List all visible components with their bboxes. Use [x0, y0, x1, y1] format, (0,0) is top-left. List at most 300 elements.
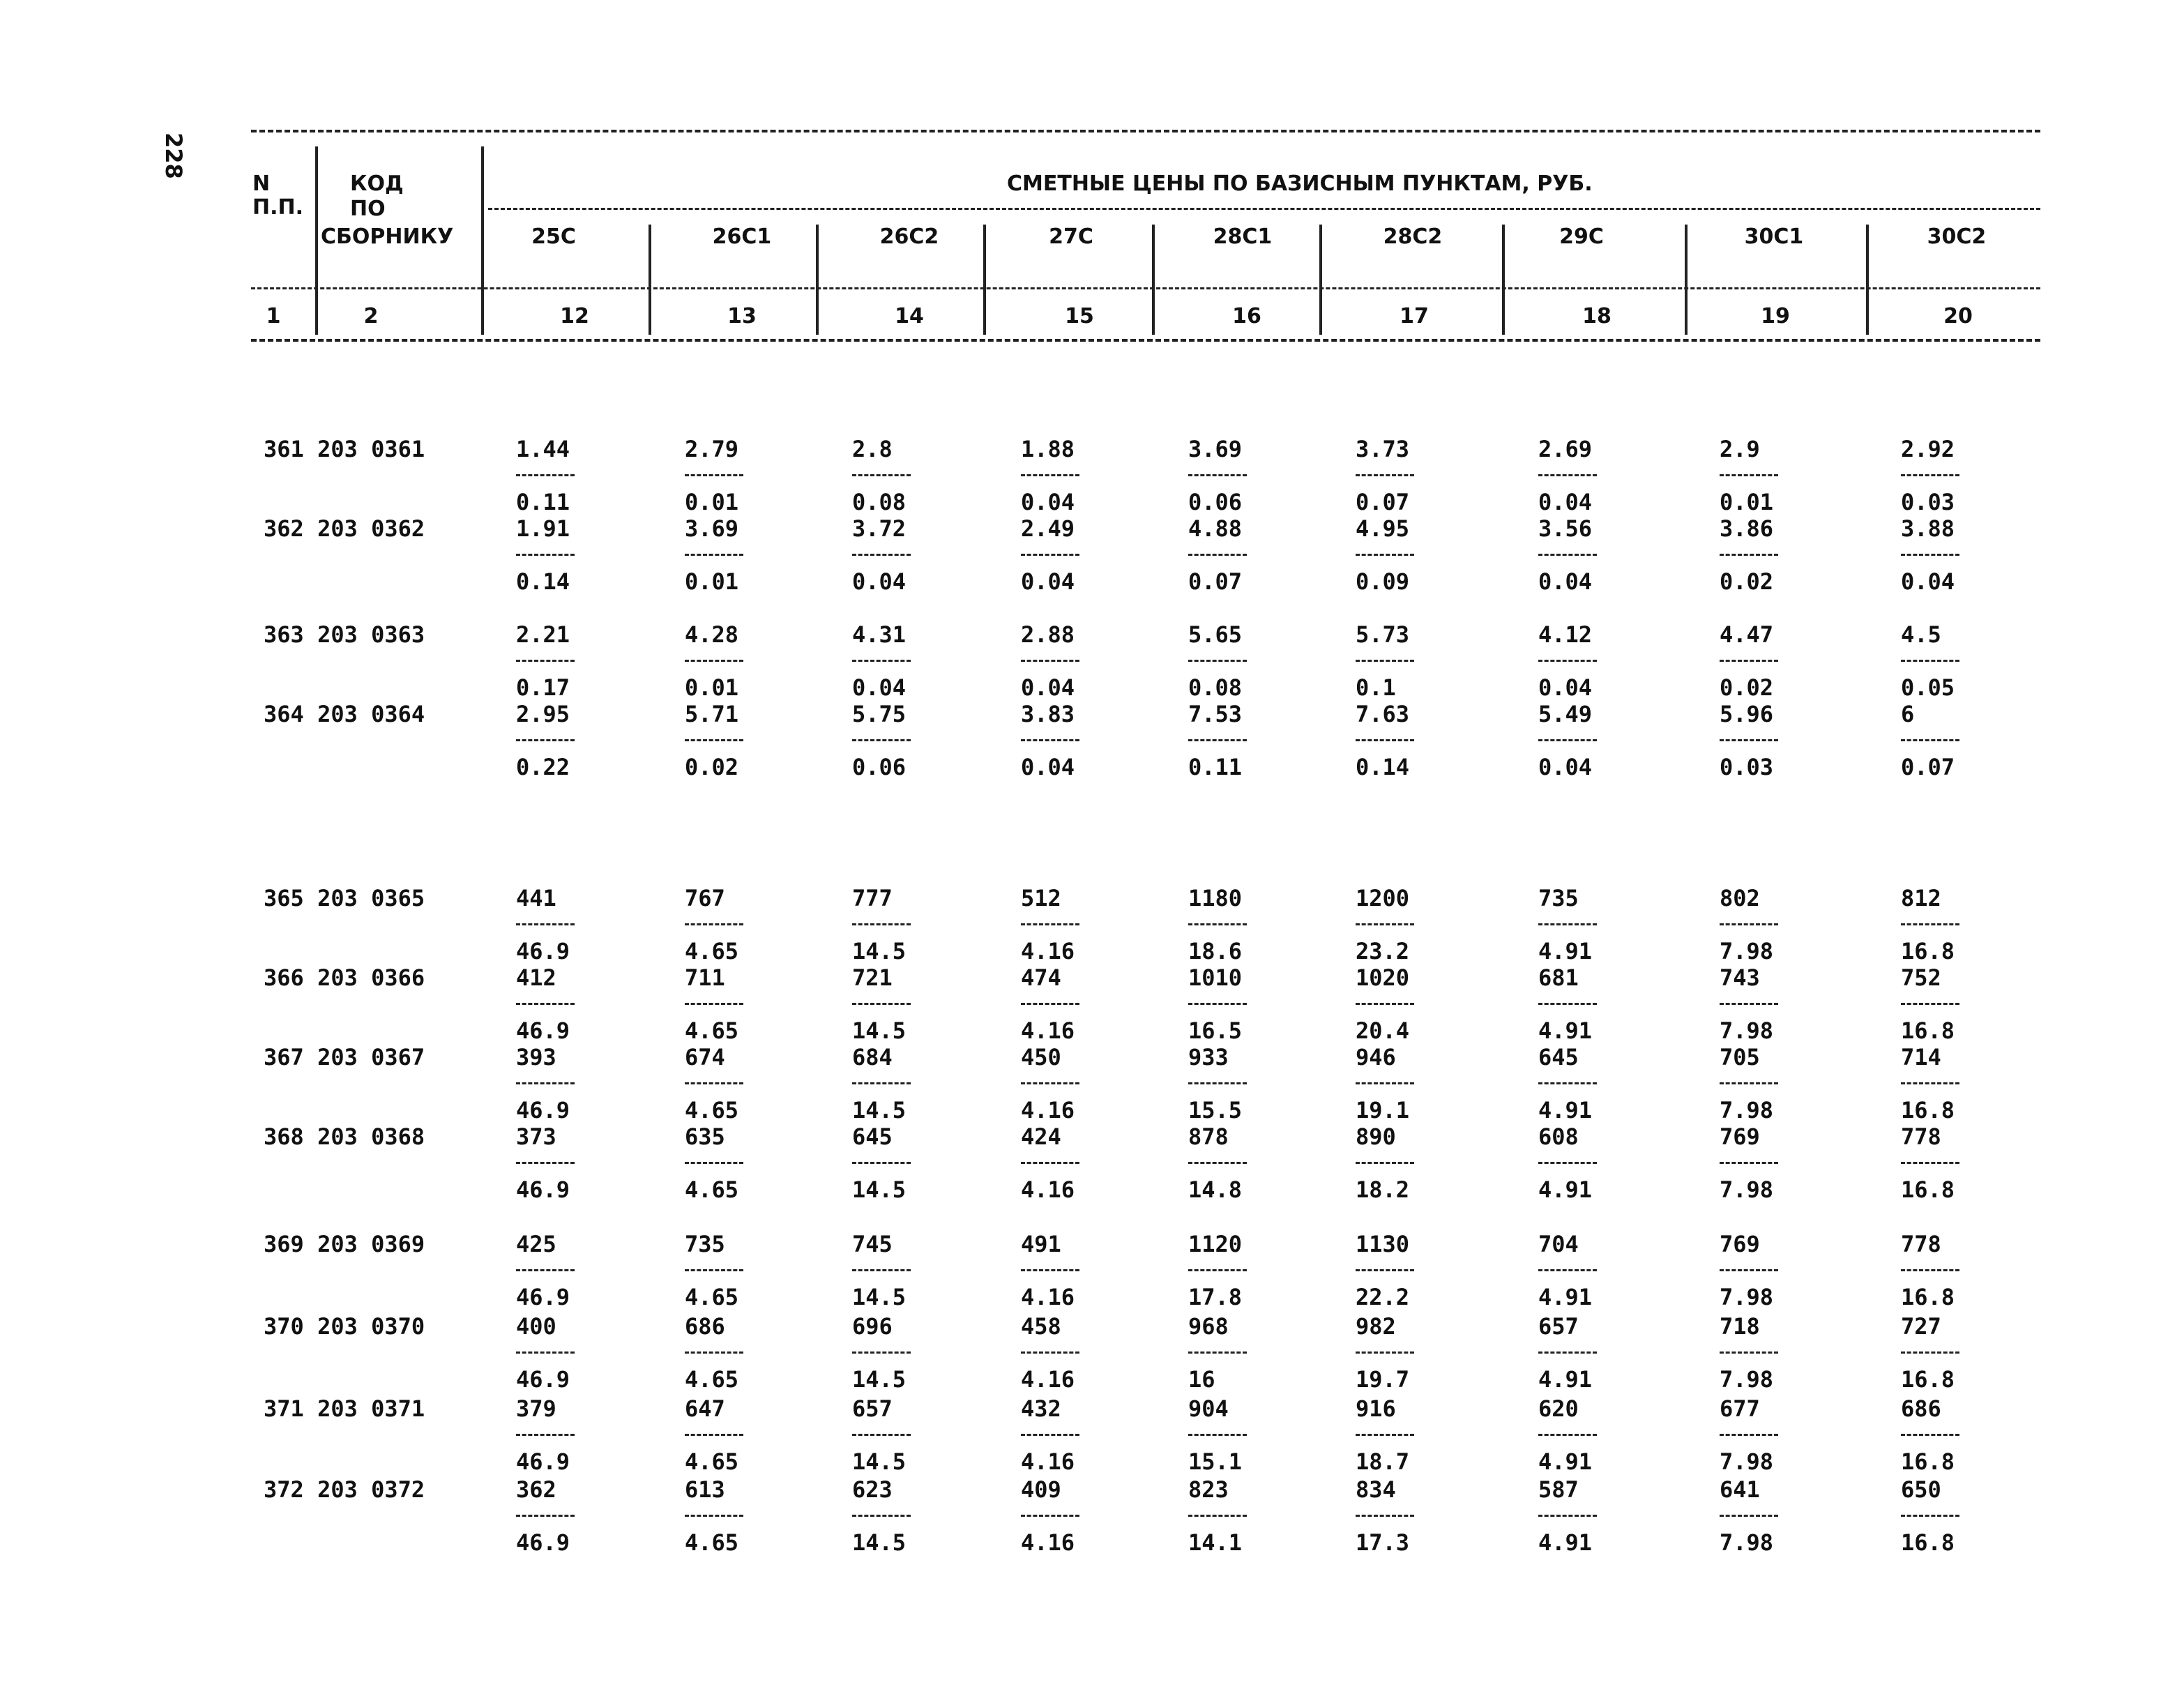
transport-value: 4.65: [685, 1529, 739, 1556]
price-value: 684: [852, 1044, 893, 1070]
price-value: 424: [1021, 1123, 1061, 1150]
fraction-line: [1188, 1352, 1247, 1354]
price-value: 613: [685, 1476, 725, 1503]
fraction-line: [1720, 739, 1778, 741]
transport-value: 46.9: [516, 1366, 570, 1393]
transport-value: 4.65: [685, 1017, 739, 1044]
transport-value: 4.91: [1538, 1097, 1593, 1123]
transport-value: 0.22: [516, 754, 570, 780]
row-code: 369 203 0369: [264, 1231, 425, 1257]
price-value: 5.71: [685, 701, 739, 727]
transport-value: 15.5: [1188, 1097, 1243, 1123]
transport-value: 4.65: [685, 938, 739, 964]
fraction-line: [1356, 739, 1414, 741]
fraction-line: [1356, 1082, 1414, 1084]
price-value: 982: [1356, 1313, 1396, 1340]
price-value: 587: [1538, 1476, 1579, 1503]
header-n: N: [252, 172, 271, 196]
column-number: 17: [1400, 304, 1429, 328]
fraction-line: [516, 739, 575, 741]
fraction-line: [1901, 1162, 1959, 1164]
transport-value: 0.03: [1901, 489, 1955, 515]
transport-value: 0.06: [1188, 489, 1243, 515]
fraction-line: [1538, 739, 1597, 741]
transport-value: 0.04: [1538, 489, 1593, 515]
transport-value: 4.16: [1021, 938, 1075, 964]
transport-value: 0.05: [1901, 674, 1955, 701]
fraction-line: [1356, 923, 1414, 925]
column-header: 29С: [1559, 225, 1604, 249]
column-header: 28С2: [1383, 225, 1443, 249]
price-value: 705: [1720, 1044, 1760, 1070]
row-code: 361 203 0361: [264, 436, 425, 462]
price-value: 721: [852, 964, 893, 991]
transport-value: 18.2: [1356, 1176, 1410, 1203]
header-pp: П.П.: [252, 195, 304, 220]
column-header: 30С2: [1927, 225, 1987, 249]
transport-value: 23.2: [1356, 938, 1410, 964]
price-value: 647: [685, 1395, 725, 1422]
transport-value: 7.98: [1720, 1284, 1774, 1310]
price-value: 2.9: [1720, 436, 1760, 462]
fraction-line: [685, 474, 743, 476]
column-header: 28С1: [1213, 225, 1273, 249]
fraction-line: [1356, 1269, 1414, 1271]
fraction-line: [852, 1352, 911, 1354]
price-value: 5.96: [1720, 701, 1774, 727]
transport-value: 0.01: [1720, 489, 1774, 515]
price-value: 3.86: [1720, 515, 1774, 542]
transport-value: 7.98: [1720, 1097, 1774, 1123]
fraction-line: [852, 1162, 911, 1164]
fraction-line: [516, 1082, 575, 1084]
transport-value: 14.5: [852, 1448, 907, 1475]
fraction-line: [1356, 1003, 1414, 1005]
fraction-line: [1188, 554, 1247, 556]
fraction-line: [1188, 1082, 1247, 1084]
fraction-line: [1720, 660, 1778, 662]
price-value: 735: [1538, 885, 1579, 911]
transport-value: 4.65: [685, 1176, 739, 1203]
transport-value: 16.8: [1901, 1284, 1955, 1310]
transport-value: 0.03: [1720, 754, 1774, 780]
transport-value: 0.04: [1538, 568, 1593, 595]
fraction-line: [1021, 1003, 1079, 1005]
fraction-line: [1021, 660, 1079, 662]
price-value: 1200: [1356, 885, 1410, 911]
transport-value: 4.91: [1538, 938, 1593, 964]
transport-value: 0.04: [1538, 674, 1593, 701]
price-value: 3.69: [1188, 436, 1243, 462]
fraction-line: [1356, 1434, 1414, 1436]
price-value: 823: [1188, 1476, 1229, 1503]
transport-value: 4.16: [1021, 1284, 1075, 1310]
transport-value: 0.04: [1021, 674, 1075, 701]
fraction-line: [1720, 923, 1778, 925]
price-value: 1.91: [516, 515, 570, 542]
fraction-line: [1356, 474, 1414, 476]
fraction-line: [1188, 660, 1247, 662]
fraction-line: [852, 554, 911, 556]
price-value: 802: [1720, 885, 1760, 911]
price-value: 2.95: [516, 701, 570, 727]
price-value: 393: [516, 1044, 556, 1070]
transport-value: 7.98: [1720, 1176, 1774, 1203]
row-code: 363 203 0363: [264, 621, 425, 648]
transport-value: 14.5: [852, 1017, 907, 1044]
column-number: 14: [895, 304, 924, 328]
fraction-line: [1901, 739, 1959, 741]
transport-value: 15.1: [1188, 1448, 1243, 1475]
price-value: 686: [685, 1313, 725, 1340]
column-number: 16: [1232, 304, 1261, 328]
transport-value: 7.98: [1720, 1448, 1774, 1475]
fraction-line: [1021, 739, 1079, 741]
fraction-line: [1720, 1003, 1778, 1005]
fraction-line: [1901, 660, 1959, 662]
column-number: 12: [560, 304, 589, 328]
price-value: 474: [1021, 964, 1061, 991]
column-number: 15: [1065, 304, 1094, 328]
price-value: 2.88: [1021, 621, 1075, 648]
fraction-line: [1720, 1352, 1778, 1354]
price-value: 714: [1901, 1044, 1941, 1070]
transport-value: 4.16: [1021, 1017, 1075, 1044]
price-value: 769: [1720, 1123, 1760, 1150]
fraction-line: [685, 1515, 743, 1517]
price-value: 620: [1538, 1395, 1579, 1422]
transport-value: 16: [1188, 1366, 1215, 1393]
row-code: 365 203 0365: [264, 885, 425, 911]
transport-value: 7.98: [1720, 1529, 1774, 1556]
price-value: 379: [516, 1395, 556, 1422]
transport-value: 4.16: [1021, 1097, 1075, 1123]
transport-value: 4.91: [1538, 1284, 1593, 1310]
price-value: 3.88: [1901, 515, 1955, 542]
price-value: 425: [516, 1231, 556, 1257]
fraction-line: [1021, 474, 1079, 476]
column-number: 2: [363, 304, 379, 328]
fraction-line: [1901, 1434, 1959, 1436]
price-value: 412: [516, 964, 556, 991]
transport-value: 0.02: [1720, 568, 1774, 595]
price-value: 968: [1188, 1313, 1229, 1340]
price-value: 711: [685, 964, 725, 991]
fraction-line: [1538, 1515, 1597, 1517]
transport-value: 16.5: [1188, 1017, 1243, 1044]
header-top-rule: [251, 130, 2040, 132]
fraction-line: [1021, 1434, 1079, 1436]
header-sbornik: СБОРНИКУ: [321, 225, 454, 249]
fraction-line: [685, 923, 743, 925]
transport-value: 46.9: [516, 1529, 570, 1556]
fraction-line: [1188, 1269, 1247, 1271]
transport-value: 0.17: [516, 674, 570, 701]
transport-value: 4.91: [1538, 1176, 1593, 1203]
fraction-line: [516, 1434, 575, 1436]
fraction-line: [1538, 1434, 1597, 1436]
header-mid-rule: [251, 287, 2040, 289]
fraction-line: [1188, 1434, 1247, 1436]
transport-value: 4.65: [685, 1097, 739, 1123]
fraction-line: [1538, 554, 1597, 556]
transport-value: 0.07: [1188, 568, 1243, 595]
fraction-line: [1538, 923, 1597, 925]
transport-value: 4.91: [1538, 1366, 1593, 1393]
fraction-line: [685, 660, 743, 662]
price-value: 686: [1901, 1395, 1941, 1422]
transport-value: 17.8: [1188, 1284, 1243, 1310]
header-group-title: СМЕТНЫЕ ЦЕНЫ ПО БАЗИСНЫМ ПУНКТАМ, РУБ.: [1007, 172, 1593, 196]
fraction-line: [516, 554, 575, 556]
price-value: 743: [1720, 964, 1760, 991]
row-code: 362 203 0362: [264, 515, 425, 542]
price-value: 7.63: [1356, 701, 1410, 727]
fraction-line: [1021, 923, 1079, 925]
price-value: 3.83: [1021, 701, 1075, 727]
price-value: 3.73: [1356, 436, 1410, 462]
fraction-line: [1901, 1352, 1959, 1354]
price-value: 623: [852, 1476, 893, 1503]
price-value: 677: [1720, 1395, 1760, 1422]
transport-value: 14.5: [852, 1366, 907, 1393]
transport-value: 16.8: [1901, 1097, 1955, 1123]
header-bottom-rule: [251, 339, 2040, 342]
transport-value: 0.07: [1356, 489, 1410, 515]
transport-value: 46.9: [516, 938, 570, 964]
transport-value: 4.91: [1538, 1448, 1593, 1475]
price-value: 7.53: [1188, 701, 1243, 727]
price-value: 1180: [1188, 885, 1243, 911]
column-number: 20: [1943, 304, 1973, 328]
fraction-line: [516, 474, 575, 476]
transport-value: 0.04: [852, 674, 907, 701]
transport-value: 4.65: [685, 1284, 739, 1310]
transport-value: 4.65: [685, 1366, 739, 1393]
price-value: 645: [852, 1123, 893, 1150]
column-number: 19: [1761, 304, 1790, 328]
row-code: 370 203 0370: [264, 1313, 425, 1340]
fraction-line: [685, 1162, 743, 1164]
price-value: 1020: [1356, 964, 1410, 991]
transport-value: 14.8: [1188, 1176, 1243, 1203]
column-header: 26С1: [712, 225, 772, 249]
column-number: 13: [727, 304, 757, 328]
transport-value: 16.8: [1901, 1448, 1955, 1475]
price-value: 2.49: [1021, 515, 1075, 542]
transport-value: 0.01: [685, 568, 739, 595]
fraction-line: [1188, 1003, 1247, 1005]
transport-value: 7.98: [1720, 1366, 1774, 1393]
transport-value: 46.9: [516, 1176, 570, 1203]
price-value: 2.79: [685, 436, 739, 462]
fraction-line: [1538, 660, 1597, 662]
transport-value: 0.08: [852, 489, 907, 515]
fraction-line: [1021, 554, 1079, 556]
page-number: 228: [160, 132, 187, 179]
row-code: 372 203 0372: [264, 1476, 425, 1503]
price-value: 3.72: [852, 515, 907, 542]
fraction-line: [1538, 1269, 1597, 1271]
fraction-line: [1021, 1082, 1079, 1084]
price-value: 696: [852, 1313, 893, 1340]
transport-value: 14.1: [1188, 1529, 1243, 1556]
price-value: 812: [1901, 885, 1941, 911]
price-value: 752: [1901, 964, 1941, 991]
fraction-line: [1021, 1352, 1079, 1354]
price-value: 704: [1538, 1231, 1579, 1257]
fraction-line: [1021, 1269, 1079, 1271]
fraction-line: [685, 1082, 743, 1084]
header-kod: КОД: [350, 172, 404, 196]
fraction-line: [516, 923, 575, 925]
col-divider: [1685, 225, 1688, 335]
price-value: 5.49: [1538, 701, 1593, 727]
fraction-line: [1901, 1082, 1959, 1084]
row-code: 366 203 0366: [264, 964, 425, 991]
fraction-line: [1188, 1162, 1247, 1164]
fraction-line: [1901, 554, 1959, 556]
price-value: 946: [1356, 1044, 1396, 1070]
fraction-line: [1538, 1003, 1597, 1005]
fraction-line: [1720, 1515, 1778, 1517]
fraction-line: [852, 1515, 911, 1517]
price-value: 4.12: [1538, 621, 1593, 648]
fraction-line: [1901, 474, 1959, 476]
transport-value: 16.8: [1901, 1176, 1955, 1203]
transport-value: 22.2: [1356, 1284, 1410, 1310]
price-value: 1.44: [516, 436, 570, 462]
price-value: 635: [685, 1123, 725, 1150]
fraction-line: [1901, 923, 1959, 925]
price-value: 5.65: [1188, 621, 1243, 648]
price-value: 641: [1720, 1476, 1760, 1503]
price-value: 432: [1021, 1395, 1061, 1422]
transport-value: 4.16: [1021, 1366, 1075, 1393]
fraction-line: [852, 660, 911, 662]
transport-value: 0.04: [1538, 754, 1593, 780]
price-value: 2.92: [1901, 436, 1955, 462]
price-value: 4.5: [1901, 621, 1941, 648]
fraction-line: [1356, 1162, 1414, 1164]
transport-value: 0.02: [685, 754, 739, 780]
transport-value: 0.04: [1901, 568, 1955, 595]
fraction-line: [1356, 554, 1414, 556]
price-value: 657: [1538, 1313, 1579, 1340]
transport-value: 46.9: [516, 1017, 570, 1044]
fraction-line: [852, 923, 911, 925]
column-header: 27С: [1049, 225, 1093, 249]
fraction-line: [1901, 1003, 1959, 1005]
transport-value: 0.14: [1356, 754, 1410, 780]
price-value: 778: [1901, 1123, 1941, 1150]
fraction-line: [852, 1082, 911, 1084]
transport-value: 4.16: [1021, 1529, 1075, 1556]
price-value: 681: [1538, 964, 1579, 991]
price-value: 657: [852, 1395, 893, 1422]
fraction-line: [852, 474, 911, 476]
fraction-line: [685, 1269, 743, 1271]
transport-value: 7.98: [1720, 938, 1774, 964]
price-value: 5.75: [852, 701, 907, 727]
price-value: 767: [685, 885, 725, 911]
fraction-line: [1538, 1082, 1597, 1084]
fraction-line: [852, 1003, 911, 1005]
price-value: 674: [685, 1044, 725, 1070]
transport-value: 16.8: [1901, 1529, 1955, 1556]
fraction-line: [1356, 660, 1414, 662]
fraction-line: [516, 1162, 575, 1164]
row-code: 364 203 0364: [264, 701, 425, 727]
transport-value: 4.65: [685, 1448, 739, 1475]
fraction-line: [1720, 474, 1778, 476]
transport-value: 16.8: [1901, 1017, 1955, 1044]
price-value: 362: [516, 1476, 556, 1503]
transport-value: 46.9: [516, 1097, 570, 1123]
price-value: 4.31: [852, 621, 907, 648]
transport-value: 0.02: [1720, 674, 1774, 701]
fraction-line: [1720, 1082, 1778, 1084]
transport-value: 0.11: [516, 489, 570, 515]
price-value: 2.69: [1538, 436, 1593, 462]
price-value: 878: [1188, 1123, 1229, 1150]
fraction-line: [1720, 1269, 1778, 1271]
transport-value: 14.5: [852, 1176, 907, 1203]
price-value: 890: [1356, 1123, 1396, 1150]
price-value: 916: [1356, 1395, 1396, 1422]
column-number: 18: [1582, 304, 1612, 328]
price-value: 645: [1538, 1044, 1579, 1070]
fraction-line: [1538, 1352, 1597, 1354]
price-value: 727: [1901, 1313, 1941, 1340]
transport-value: 14.5: [852, 1284, 907, 1310]
price-value: 2.8: [852, 436, 893, 462]
fraction-line: [1901, 1269, 1959, 1271]
transport-value: 0.04: [1021, 489, 1075, 515]
price-value: 904: [1188, 1395, 1229, 1422]
column-header: 30С1: [1744, 225, 1804, 249]
column-header: 26С2: [879, 225, 939, 249]
fraction-line: [852, 1269, 911, 1271]
fraction-line: [1720, 1162, 1778, 1164]
price-value: 4.95: [1356, 515, 1410, 542]
fraction-line: [685, 1434, 743, 1436]
transport-value: 19.1: [1356, 1097, 1410, 1123]
header-po: ПО: [350, 197, 386, 221]
price-value: 512: [1021, 885, 1061, 911]
row-code: 368 203 0368: [264, 1123, 425, 1150]
fraction-line: [516, 660, 575, 662]
transport-value: 18.7: [1356, 1448, 1410, 1475]
fraction-line: [1188, 739, 1247, 741]
price-value: 1010: [1188, 964, 1243, 991]
price-value: 4.28: [685, 621, 739, 648]
fraction-line: [685, 554, 743, 556]
transport-value: 4.91: [1538, 1017, 1593, 1044]
price-value: 4.47: [1720, 621, 1774, 648]
price-value: 769: [1720, 1231, 1760, 1257]
price-value: 441: [516, 885, 556, 911]
fraction-line: [685, 1352, 743, 1354]
price-value: 458: [1021, 1313, 1061, 1340]
transport-value: 18.6: [1188, 938, 1243, 964]
header-sub-rule: [488, 208, 2040, 210]
transport-value: 0.11: [1188, 754, 1243, 780]
price-value: 373: [516, 1123, 556, 1150]
transport-value: 17.3: [1356, 1529, 1410, 1556]
fraction-line: [516, 1003, 575, 1005]
transport-value: 0.04: [1021, 568, 1075, 595]
